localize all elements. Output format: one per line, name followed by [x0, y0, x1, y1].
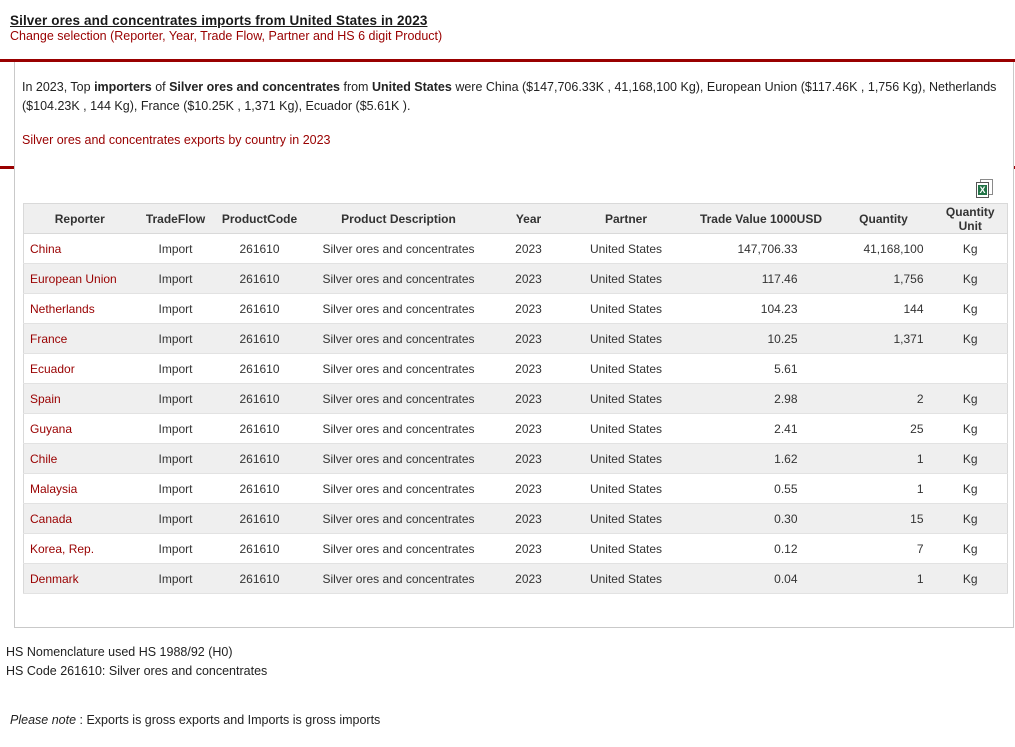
quantity-unit-cell: Kg: [934, 444, 1008, 474]
partner-cell: United States: [564, 294, 689, 324]
tradeflow-cell: Import: [136, 294, 216, 324]
productcode-cell: 261610: [216, 444, 304, 474]
reporter-cell: [24, 264, 136, 294]
year-cell: 2023: [494, 564, 564, 594]
trade-value-cell: 0.30: [689, 504, 834, 534]
please-note-text: : Exports is gross exports and Imports is gross imports: [76, 713, 381, 727]
trade-value-cell: 10.25: [689, 324, 834, 354]
reporter-link[interactable]: Canada: [30, 511, 73, 526]
quantity-unit-cell: Kg: [934, 324, 1008, 354]
reporter-cell: [24, 384, 136, 414]
trade-value-cell: 2.98: [689, 384, 834, 414]
header-partner[interactable]: Partner: [564, 204, 689, 234]
product-description-cell: Silver ores and concentrates: [304, 444, 494, 474]
reporter-link[interactable]: Chile: [30, 451, 58, 466]
exports-by-country-link[interactable]: Silver ores and concentrates exports by country in 2023: [22, 133, 331, 147]
trade-value-cell: 0.04: [689, 564, 834, 594]
productcode-cell: 261610: [216, 354, 304, 384]
trade-value-cell: 2.41: [689, 414, 834, 444]
table-row: [24, 414, 1008, 444]
reporter-link[interactable]: Korea, Rep.: [30, 541, 95, 556]
table-row: [24, 264, 1008, 294]
partner-cell: United States: [564, 474, 689, 504]
header-trade-value[interactable]: Trade Value 1000USD: [689, 204, 834, 234]
quantity-cell: 1: [834, 444, 934, 474]
productcode-cell: 261610: [216, 534, 304, 564]
tradeflow-cell: Import: [136, 324, 216, 354]
quantity-cell: 2: [834, 384, 934, 414]
product-description-cell: Silver ores and concentrates: [304, 234, 494, 264]
productcode-cell: 261610: [216, 264, 304, 294]
trade-value-cell: 147,706.33: [689, 234, 834, 264]
reporter-cell: [24, 534, 136, 564]
partner-cell: United States: [564, 444, 689, 474]
quantity-unit-cell: Kg: [934, 264, 1008, 294]
tradeflow-cell: Import: [136, 234, 216, 264]
product-description-cell: Silver ores and concentrates: [304, 564, 494, 594]
reporter-link[interactable]: Denmark: [30, 571, 79, 586]
product-description-cell: Silver ores and concentrates: [304, 474, 494, 504]
reporter-cell: [24, 324, 136, 354]
partner-cell: United States: [564, 264, 689, 294]
header-product-description[interactable]: Product Description: [304, 204, 494, 234]
partner-cell: United States: [564, 234, 689, 264]
trade-value-cell: 0.55: [689, 474, 834, 504]
trade-value-cell: 1.62: [689, 444, 834, 474]
please-note-label: Please note: [10, 713, 77, 727]
year-cell: 2023: [494, 354, 564, 384]
tradeflow-cell: Import: [136, 414, 216, 444]
quantity-unit-cell: Kg: [934, 534, 1008, 564]
tradeflow-cell: Import: [136, 534, 216, 564]
quantity-cell: 25: [834, 414, 934, 444]
table-row: [24, 564, 1008, 594]
header-year[interactable]: Year: [494, 204, 564, 234]
quantity-unit-cell: Kg: [934, 414, 1008, 444]
productcode-cell: 261610: [216, 384, 304, 414]
reporter-link[interactable]: Ecuador: [30, 361, 75, 376]
year-cell: 2023: [494, 384, 564, 414]
reporter-cell: [24, 474, 136, 504]
table-row: [24, 234, 1008, 264]
year-cell: 2023: [494, 534, 564, 564]
product-description-cell: Silver ores and concentrates: [304, 504, 494, 534]
product-description-cell: Silver ores and concentrates: [304, 384, 494, 414]
year-cell: 2023: [494, 234, 564, 264]
quantity-cell: 1: [834, 474, 934, 504]
reporter-cell: [24, 294, 136, 324]
hs-nomenclature-text: HS Nomenclature used HS 1988/92 (H0): [6, 645, 233, 659]
partner-cell: United States: [564, 324, 689, 354]
table-row: [24, 294, 1008, 324]
tradeflow-cell: Import: [136, 384, 216, 414]
reporter-cell: [24, 444, 136, 474]
tradeflow-cell: Import: [136, 504, 216, 534]
partner-cell: United States: [564, 354, 689, 384]
quantity-unit-cell: Kg: [934, 504, 1008, 534]
quantity-cell: 15: [834, 504, 934, 534]
table-row: [24, 474, 1008, 504]
summary-bold-product: Silver ores and concentrates: [169, 80, 340, 94]
productcode-cell: 261610: [216, 414, 304, 444]
year-cell: 2023: [494, 444, 564, 474]
reporter-link[interactable]: China: [30, 241, 62, 256]
reporter-cell: [24, 564, 136, 594]
table-row: [24, 444, 1008, 474]
tradeflow-cell: Import: [136, 564, 216, 594]
partner-cell: United States: [564, 384, 689, 414]
quantity-unit-cell: Kg: [934, 474, 1008, 504]
summary-text: In 2023, Top: [22, 80, 95, 94]
quantity-cell: [834, 354, 934, 384]
quantity-cell: 7: [834, 534, 934, 564]
product-description-cell: Silver ores and concentrates: [304, 294, 494, 324]
reporter-link[interactable]: European Union: [30, 271, 117, 286]
quantity-unit-cell: [934, 354, 1008, 384]
year-cell: 2023: [494, 294, 564, 324]
header-reporter[interactable]: Reporter: [24, 204, 136, 234]
reporter-cell: [24, 354, 136, 384]
table-row: [24, 354, 1008, 384]
reporter-cell: [24, 234, 136, 264]
tradeflow-cell: Import: [136, 264, 216, 294]
reporter-link[interactable]: France: [30, 331, 68, 346]
partner-cell: United States: [564, 534, 689, 564]
header-quantity[interactable]: Quantity: [834, 204, 934, 234]
trade-value-cell: 104.23: [689, 294, 834, 324]
partner-cell: United States: [564, 504, 689, 534]
trade-value-cell: 5.61: [689, 354, 834, 384]
year-cell: 2023: [494, 264, 564, 294]
header-tradeflow[interactable]: TradeFlow: [136, 204, 216, 234]
table-row: [24, 384, 1008, 414]
tradeflow-cell: Import: [136, 474, 216, 504]
excel-export-icon[interactable]: [974, 178, 995, 199]
table-header-row: [24, 204, 1008, 234]
tradeflow-cell: Import: [136, 354, 216, 384]
summary-bold-importers: importers: [94, 80, 152, 94]
table-row: [24, 504, 1008, 534]
quantity-unit-cell: Kg: [934, 234, 1008, 264]
product-description-cell: Silver ores and concentrates: [304, 534, 494, 564]
table-row: [24, 534, 1008, 564]
year-cell: 2023: [494, 324, 564, 354]
productcode-cell: 261610: [216, 294, 304, 324]
summary-bold-partner: United States: [371, 80, 452, 94]
partner-cell: United States: [564, 564, 689, 594]
product-description-cell: Silver ores and concentrates: [304, 414, 494, 444]
trade-data-table: [23, 203, 1008, 594]
table-row: [24, 324, 1008, 354]
product-description-cell: Silver ores and concentrates: [304, 324, 494, 354]
quantity-cell: 1: [834, 564, 934, 594]
svg-text:X: X: [979, 185, 986, 196]
productcode-cell: 261610: [216, 474, 304, 504]
quantity-cell: 144: [834, 294, 934, 324]
trade-value-cell: 0.12: [689, 534, 834, 564]
hs-code-text: HS Code 261610: Silver ores and concentrates: [6, 663, 268, 678]
change-selection-link[interactable]: Change selection (Reporter, Year, Trade Flow, Partner and HS 6 digit Product): [10, 29, 443, 43]
productcode-cell: 261610: [216, 234, 304, 264]
product-description-cell: Silver ores and concentrates: [304, 354, 494, 384]
results-panel: [14, 62, 1014, 628]
quantity-unit-cell: Kg: [934, 564, 1008, 594]
quantity-unit-cell: Kg: [934, 384, 1008, 414]
hs-notes: [6, 643, 267, 680]
reporter-cell: [24, 504, 136, 534]
reporter-link[interactable]: Malaysia: [30, 481, 78, 496]
quantity-cell: 41,168,100: [834, 234, 934, 264]
reporter-link[interactable]: Netherlands: [30, 301, 95, 316]
product-description-cell: Silver ores and concentrates: [304, 264, 494, 294]
year-cell: 2023: [494, 414, 564, 444]
export-toolbar: [15, 149, 1013, 199]
reporter-link[interactable]: Spain: [30, 391, 61, 406]
page-title: Silver ores and concentrates imports from United States in 2023: [10, 13, 428, 28]
reporter-cell: [24, 414, 136, 444]
year-cell: 2023: [494, 504, 564, 534]
summary-paragraph: In 2023, Top importers of Silver ores and concentrates from United States were China ($147,706.33K , 41,168,100 Kg), European Union ($117.46K , 1,756 Kg), Netherlands ($104.23K , 144 Kg), France ($10.25K , 1,371 Kg), Ecuador ($5.61K ).: [22, 80, 997, 113]
please-note: [10, 713, 380, 727]
reporter-link[interactable]: Guyana: [30, 421, 73, 436]
productcode-cell: 261610: [216, 564, 304, 594]
quantity-cell: 1,756: [834, 264, 934, 294]
partner-cell: United States: [564, 414, 689, 444]
tradeflow-cell: Import: [136, 444, 216, 474]
quantity-unit-cell: Kg: [934, 294, 1008, 324]
year-cell: 2023: [494, 474, 564, 504]
productcode-cell: 261610: [216, 504, 304, 534]
trade-value-cell: 117.46: [689, 264, 834, 294]
header-productcode[interactable]: ProductCode: [216, 204, 304, 234]
header-quantity-unit[interactable]: Quantity Unit: [934, 204, 1008, 234]
productcode-cell: 261610: [216, 324, 304, 354]
quantity-cell: 1,371: [834, 324, 934, 354]
